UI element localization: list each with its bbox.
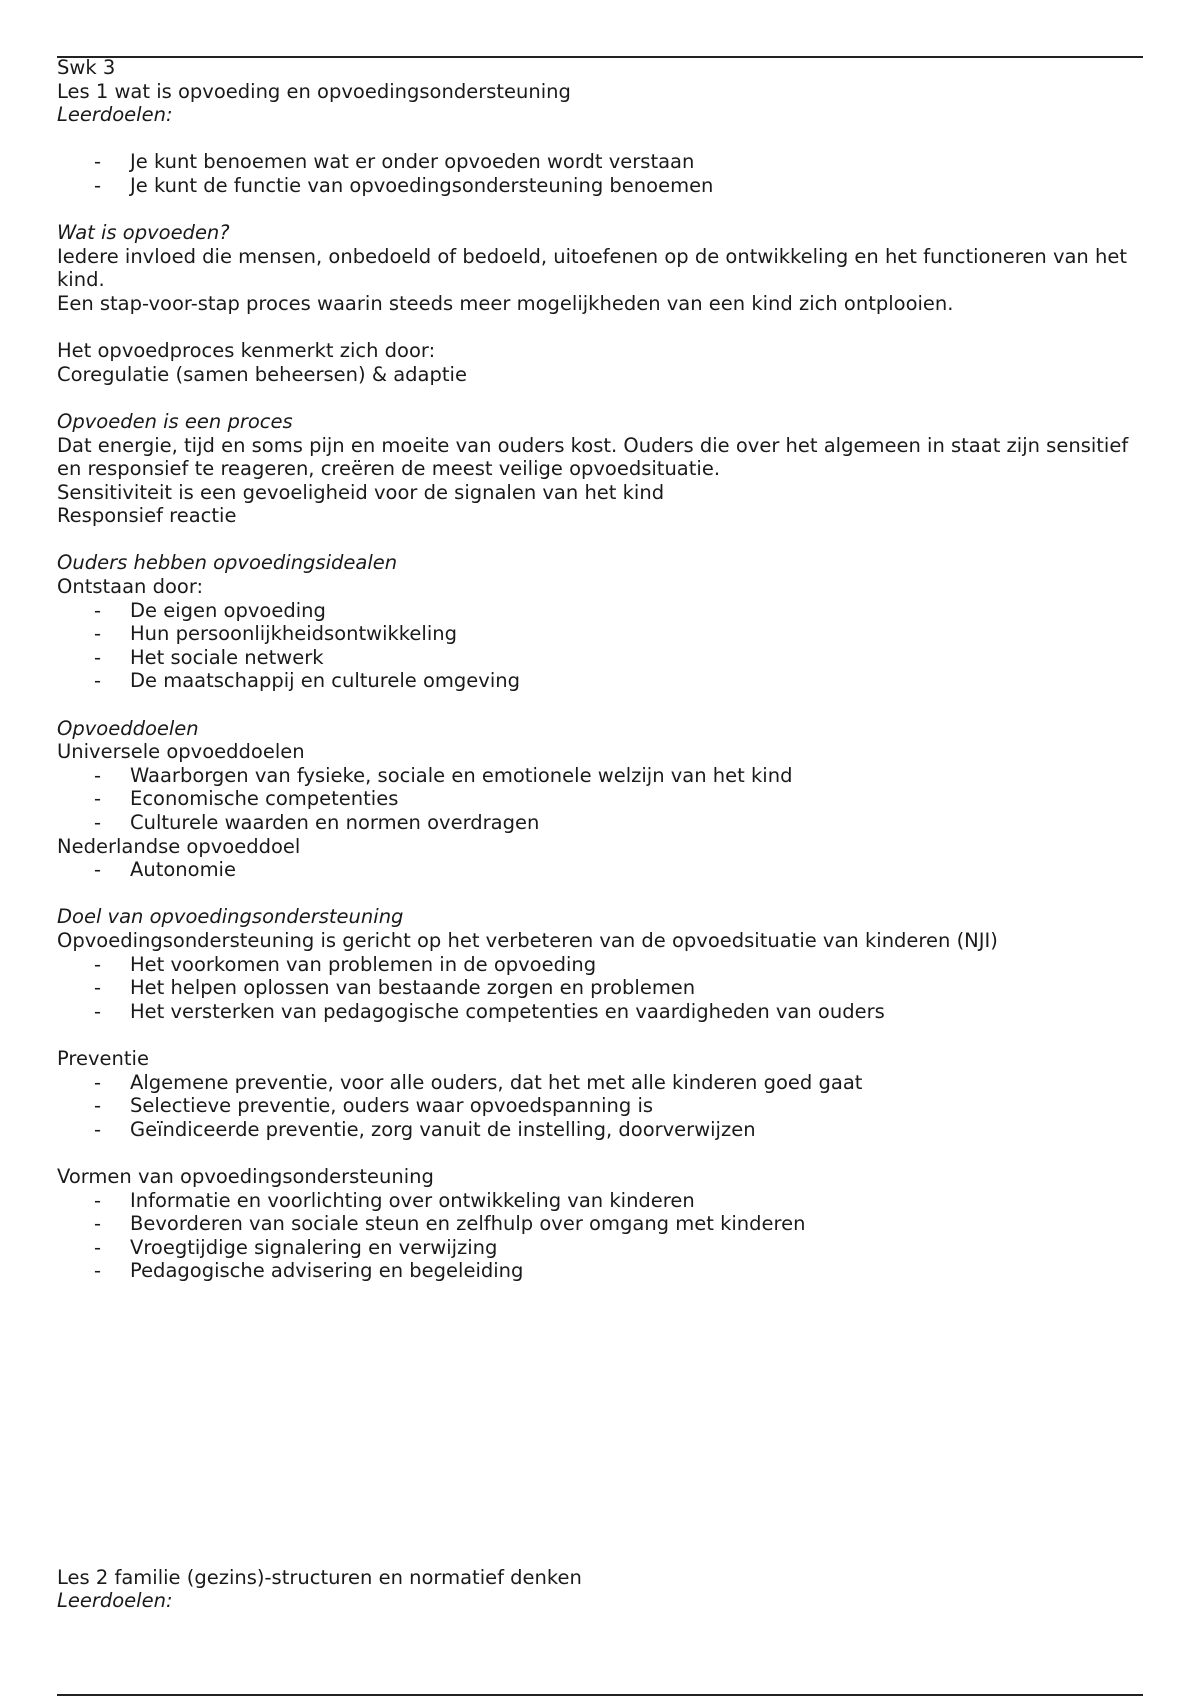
- les1-leerdoelen-heading: Leerdoelen:: [57, 103, 173, 127]
- dash-bullet: -: [94, 1070, 102, 1094]
- dash-bullet: -: [94, 1235, 102, 1259]
- spacer: [57, 1023, 1143, 1047]
- list-item-text: Economische competenties: [130, 787, 399, 811]
- list-item: [57, 622, 1143, 646]
- list-item-text: Pedagogische advisering en begeleiding: [130, 1259, 524, 1283]
- wat-is-opvoeden-heading: Wat is opvoeden?: [57, 221, 230, 245]
- dash-bullet: -: [94, 763, 102, 787]
- list-item-text: Vroegtijdige signalering en verwijzing: [130, 1235, 498, 1259]
- footer-rule: [57, 1694, 1143, 1696]
- vormen-heading: Vormen van opvoedingsondersteuning: [57, 1164, 434, 1188]
- list-item: [57, 811, 1143, 835]
- list-item: [57, 1259, 1143, 1283]
- list-item: [57, 1071, 1143, 1095]
- opvoeden-proces-paragraph: Dat energie, tijd en soms pijn en moeite van ouders kost. Ouders die over het algemeen in staat zijn sensitief en responsief te reageren, creëren de meest veilige opvoedsituatie.: [57, 433, 1129, 481]
- list-item: [57, 787, 1143, 811]
- list-item-text: Geïndiceerde preventie, zorg vanuit de instelling, doorverwijzen: [130, 1117, 756, 1141]
- list-item-text: Algemene preventie, voor alle ouders, dat het met alle kinderen goed gaat: [130, 1070, 863, 1094]
- list-item-text: De eigen opvoeding: [130, 598, 326, 622]
- list-item-text: Autonomie: [130, 858, 236, 882]
- list-item-text: Je kunt de functie van opvoedingsondersteuning benoemen: [130, 173, 714, 197]
- list-item: [57, 174, 1143, 198]
- list-item-text: Selectieve preventie, ouders waar opvoedspanning is: [130, 1094, 654, 1118]
- doel-ondersteuning-intro: Opvoedingsondersteuning is gericht op het verbeteren van de opvoedsituatie van kinderen (NJI): [57, 928, 998, 952]
- dash-bullet: -: [94, 1212, 102, 1236]
- dash-bullet: -: [94, 622, 102, 646]
- list-item: [57, 764, 1143, 788]
- dash-bullet: -: [94, 952, 102, 976]
- opvoeden-proces-line3: Responsief reactie: [57, 504, 237, 528]
- list-item: [57, 953, 1143, 977]
- spacer: [57, 1141, 1143, 1165]
- list-item: [57, 669, 1143, 693]
- dash-bullet: -: [94, 999, 102, 1023]
- list-item: [57, 858, 1143, 882]
- dash-bullet: -: [94, 598, 102, 622]
- spacer: [57, 693, 1143, 717]
- list-item-text: De maatschappij en culturele omgeving: [130, 669, 520, 693]
- list-item: [57, 1236, 1143, 1260]
- list-item: [57, 1118, 1143, 1142]
- wat-is-opvoeden-paragraph1: Iedere invloed die mensen, onbedoeld of bedoeld, uitoefenen op de ontwikkeling en het functioneren van het kind.: [57, 244, 1127, 292]
- opvoeden-proces-heading: Opvoeden is een proces: [57, 409, 293, 433]
- document-body: [57, 56, 1143, 1613]
- preventie-heading: Preventie: [57, 1046, 149, 1070]
- list-item-text: Het voorkomen van problemen in de opvoeding: [130, 952, 597, 976]
- list-item-text: Het sociale netwerk: [130, 645, 324, 669]
- list-item-text: Bevorderen van sociale steun en zelfhulp over omgang met kinderen: [130, 1212, 806, 1236]
- dash-bullet: -: [94, 173, 102, 197]
- spacer: [57, 882, 1143, 906]
- page-gap: [57, 1283, 1143, 1566]
- list-item-text: Je kunt benoemen wat er onder opvoeden wordt verstaan: [130, 150, 695, 174]
- list-item-text: Het versterken van pedagogische competenties en vaardigheden van ouders: [130, 999, 885, 1023]
- les1-leerdoelen-list: [57, 150, 1143, 197]
- nederlandse-opvoeddoel-label: Nederlandse opvoeddoel: [57, 834, 301, 858]
- doel-ondersteuning-list: [57, 953, 1143, 1024]
- dash-bullet: -: [94, 150, 102, 174]
- list-item-text: Informatie en voorlichting over ontwikkeling van kinderen: [130, 1188, 695, 1212]
- opvoeddoelen-heading: Opvoeddoelen: [57, 716, 199, 740]
- dash-bullet: -: [94, 858, 102, 882]
- spacer: [57, 198, 1143, 222]
- list-item: [57, 599, 1143, 623]
- document-header: Swk 3: [57, 56, 116, 79]
- universele-opvoeddoelen-label: Universele opvoeddoelen: [57, 740, 305, 764]
- doel-ondersteuning-heading: Doel van opvoedingsondersteuning: [57, 905, 404, 929]
- preventie-list: [57, 1071, 1143, 1142]
- dash-bullet: -: [94, 811, 102, 834]
- list-item: [57, 646, 1143, 670]
- dash-bullet: -: [94, 1259, 102, 1283]
- list-item: [57, 1212, 1143, 1236]
- dash-bullet: -: [94, 1094, 102, 1118]
- list-item: [57, 1094, 1143, 1118]
- nederlandse-opvoeddoel-list: [57, 858, 1143, 882]
- dash-bullet: -: [94, 669, 102, 693]
- spacer: [57, 386, 1143, 410]
- list-item-text: Hun persoonlijkheidsontwikkeling: [130, 622, 457, 646]
- opvoedproces-line2: Coregulatie (samen beheersen) & adaptie: [57, 362, 467, 386]
- wat-is-opvoeden-paragraph2: Een stap-voor-stap proces waarin steeds meer mogelijkheden van een kind zich ontplooien.: [57, 291, 954, 315]
- les1-title: Les 1 wat is opvoeding en opvoedingsondersteuning: [57, 79, 571, 103]
- opvoedingsidealen-intro: Ontstaan door:: [57, 575, 204, 599]
- dash-bullet: -: [94, 645, 102, 669]
- spacer: [57, 127, 1143, 151]
- dash-bullet: -: [94, 787, 102, 811]
- list-item-text: Culturele waarden en normen overdragen: [130, 811, 540, 834]
- list-item-text: Waarborgen van fysieke, sociale en emotionele welzijn van het kind: [130, 763, 793, 787]
- list-item: [57, 976, 1143, 1000]
- dash-bullet: -: [94, 976, 102, 1000]
- vormen-list: [57, 1189, 1143, 1283]
- list-item: [57, 1000, 1143, 1024]
- opvoeden-proces-line2: Sensitiviteit is een gevoeligheid voor de signalen van het kind: [57, 480, 665, 504]
- list-item-text: Het helpen oplossen van bestaande zorgen en problemen: [130, 976, 696, 1000]
- opvoedingsidealen-list: [57, 599, 1143, 693]
- list-item: [57, 1189, 1143, 1213]
- universele-opvoeddoelen-list: [57, 764, 1143, 835]
- spacer: [57, 528, 1143, 552]
- opvoedproces-line1: Het opvoedproces kenmerkt zich door:: [57, 339, 436, 363]
- spacer: [57, 316, 1143, 340]
- opvoedingsidealen-heading: Ouders hebben opvoedingsidealen: [57, 551, 398, 575]
- les2-leerdoelen-heading: Leerdoelen:: [57, 1589, 173, 1613]
- dash-bullet: -: [94, 1188, 102, 1212]
- les2-title: Les 2 familie (gezins)-structuren en normatief denken: [57, 1565, 582, 1589]
- dash-bullet: -: [94, 1117, 102, 1141]
- list-item: [57, 150, 1143, 174]
